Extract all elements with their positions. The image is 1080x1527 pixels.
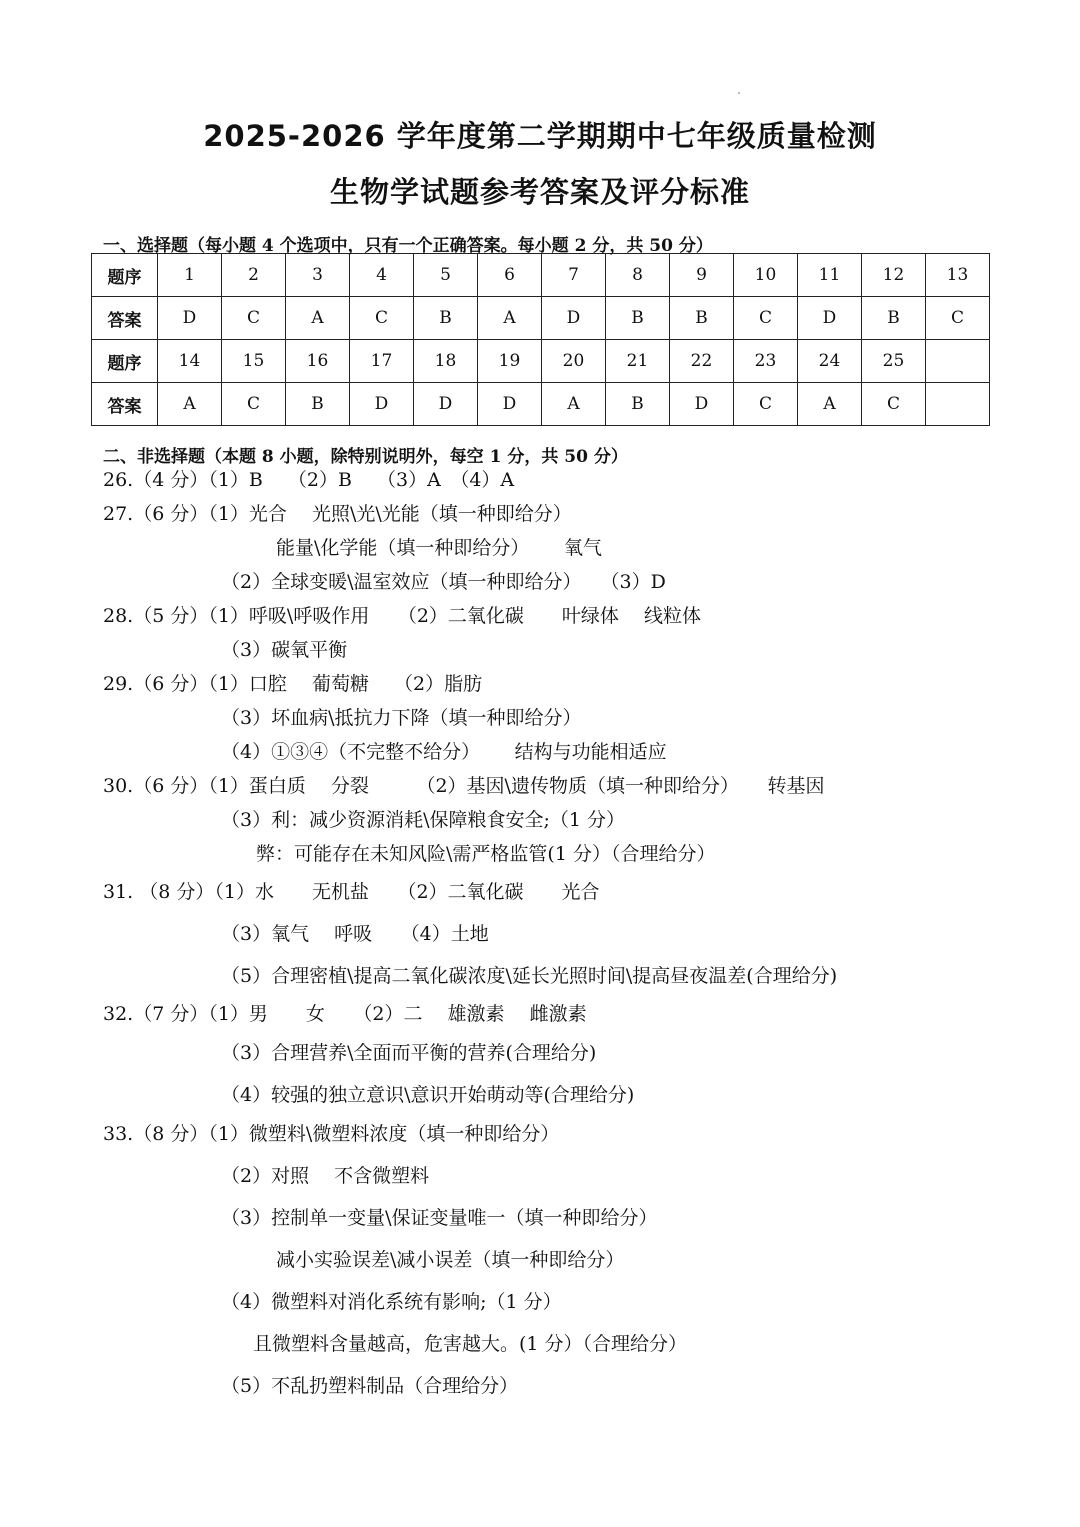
table-row [92, 297, 990, 340]
answer-q33-line3: （3）控制单一变量\保证变量唯一（填一种即给分） [221, 1207, 658, 1229]
table-cell: 4 [350, 254, 414, 297]
answer-q33-line1: 33.（8 分）（1）微塑料\微塑料浓度（填一种即给分） [103, 1123, 560, 1145]
table-cell: 19 [478, 340, 542, 383]
answer-q30-line3: 弊：可能存在未知风险\需严格监管(1 分）（合理给分） [256, 843, 716, 865]
answer-q31-line2: （3）氧气 呼吸 （4）土地 [221, 923, 489, 945]
answer-q30-line1: 30.（6 分）（1）蛋白质 分裂 （2）基因\遗传物质（填一种即给分） 转基因 [103, 775, 825, 797]
answer-q32-line1: 32.（7 分）（1）男 女 （2）二 雄激素 雌激素 [103, 1003, 587, 1025]
answer-q28-line1: 28.（5 分）（1）呼吸\呼吸作用 （2）二氧化碳 叶绿体 线粒体 [103, 605, 701, 627]
table-cell: B [414, 297, 478, 340]
table-cell: 12 [862, 254, 926, 297]
table-cell: 24 [798, 340, 862, 383]
table-cell: A [286, 297, 350, 340]
table-row [92, 254, 990, 297]
table-cell: 21 [606, 340, 670, 383]
answer-q31-line1: 31. （8 分）（1）水 无机盐 （2）二氧化碳 光合 [103, 881, 600, 903]
answer-q27-line3: （2）全球变暖\温室效应（填一种即给分） （3）D [221, 571, 666, 593]
table-cell: 1 [158, 254, 222, 297]
answer-q27-line2: 能量\化学能（填一种即给分） 氧气 [276, 537, 602, 559]
table-cell: 9 [670, 254, 734, 297]
table-cell [926, 340, 990, 383]
table-cell: A [158, 383, 222, 426]
page-subtitle: 生物学试题参考答案及评分标准 [329, 175, 750, 209]
answer-q33-line5: （4）微塑料对消化系统有影响;（1 分） [221, 1291, 562, 1313]
table-cell: 5 [414, 254, 478, 297]
table-cell: C [926, 297, 990, 340]
table-cell: 3 [286, 254, 350, 297]
answer-q29-line2: （3）坏血病\抵抗力下降（填一种即给分） [221, 707, 582, 729]
table-cell: 16 [286, 340, 350, 383]
section-multiple-choice-heading: 一、选择题（每小题 4 个选项中，只有一个正确答案。每小题 2 分，共 50 分） [103, 236, 713, 256]
row-label-answer: 答案 [92, 383, 158, 426]
table-cell: 23 [734, 340, 798, 383]
table-row [92, 340, 990, 383]
table-cell [926, 383, 990, 426]
table-cell: D [158, 297, 222, 340]
table-cell: C [222, 383, 286, 426]
table-cell: D [798, 297, 862, 340]
answer-q33-line7: （5）不乱扔塑料制品（合理给分） [221, 1375, 519, 1397]
table-cell: 22 [670, 340, 734, 383]
row-label-answer: 答案 [92, 297, 158, 340]
answer-q28-line2: （3）碳氧平衡 [221, 639, 348, 661]
table-cell: B [670, 297, 734, 340]
table-cell: 2 [222, 254, 286, 297]
table-cell: 15 [222, 340, 286, 383]
table-cell: D [414, 383, 478, 426]
answer-q32-line3: （4）较强的独立意识\意识开始萌动等(合理给分) [221, 1084, 635, 1106]
table-row [92, 383, 990, 426]
table-cell: C [734, 297, 798, 340]
answer-q33-line2: （2）对照 不含微塑料 [221, 1165, 430, 1187]
table-cell: A [478, 297, 542, 340]
table-cell: D [478, 383, 542, 426]
answer-q29-line3: （4）①③④（不完整不给分） 结构与功能相适应 [221, 741, 667, 763]
table-cell: B [606, 383, 670, 426]
table-cell: 20 [542, 340, 606, 383]
table-cell: D [542, 297, 606, 340]
table-cell: C [734, 383, 798, 426]
answer-q30-line2: （3）利：减少资源消耗\保障粮食安全;（1 分） [221, 809, 626, 831]
answer-q26: 26.（4 分）（1）B （2）B （3）A （4）A [103, 469, 515, 491]
table-cell: 18 [414, 340, 478, 383]
table-cell: 7 [542, 254, 606, 297]
answer-q33-line6: 且微塑料含量越高，危害越大。(1 分）（合理给分） [253, 1333, 688, 1355]
table-cell: A [542, 383, 606, 426]
table-cell: 17 [350, 340, 414, 383]
answer-q31-line3: （5）合理密植\提高二氧化碳浓度\延长光照时间\提高昼夜温差(合理给分) [221, 965, 838, 987]
row-label-question: 题序 [92, 254, 158, 297]
table-cell: D [350, 383, 414, 426]
table-cell: 11 [798, 254, 862, 297]
answer-table [91, 253, 990, 426]
table-cell: 25 [862, 340, 926, 383]
answer-q32-line2: （3）合理营养\全面而平衡的营养(合理给分) [221, 1042, 597, 1064]
answer-q33-line4: 减小实验误差\减小误差（填一种即给分） [276, 1249, 625, 1271]
row-label-question: 题序 [92, 340, 158, 383]
table-cell: 14 [158, 340, 222, 383]
answer-q27-line1: 27.（6 分）（1）光合 光照\光\光能（填一种即给分） [103, 503, 572, 525]
table-cell: 6 [478, 254, 542, 297]
table-cell: 13 [926, 254, 990, 297]
table-cell: C [222, 297, 286, 340]
table-cell: B [606, 297, 670, 340]
table-cell: D [670, 383, 734, 426]
table-cell: 10 [734, 254, 798, 297]
table-cell: B [862, 297, 926, 340]
scan-speck [738, 92, 740, 94]
table-cell: A [798, 383, 862, 426]
answer-q29-line1: 29.（6 分）（1）口腔 葡萄糖 （2）脂肪 [103, 673, 483, 695]
table-cell: C [862, 383, 926, 426]
table-cell: B [286, 383, 350, 426]
page-title: 2025-2026 学年度第二学期期中七年级质量检测 [203, 119, 877, 153]
table-cell: 8 [606, 254, 670, 297]
table-cell: C [350, 297, 414, 340]
section-free-response-heading: 二、非选择题（本题 8 小题，除特别说明外，每空 1 分，共 50 分） [103, 447, 628, 467]
